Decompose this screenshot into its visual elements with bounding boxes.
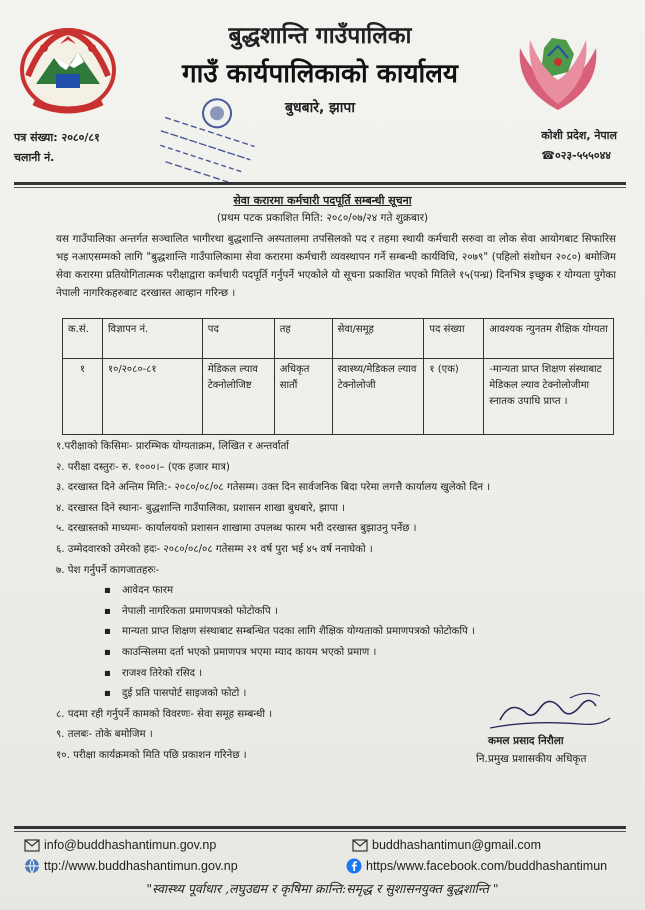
facebook-icon <box>346 858 362 874</box>
header-divider-thin <box>14 187 626 188</box>
footer-divider-thin <box>14 831 626 832</box>
vacancy-table <box>62 318 614 435</box>
table-header-row <box>63 319 614 359</box>
header-divider <box>14 182 626 185</box>
table-row <box>63 359 614 435</box>
email-text[interactable]: info@buddhashantimun.gov.np <box>44 838 217 852</box>
table-header: तह <box>274 319 332 359</box>
municipality-name: बुद्धशान्ति गाउँपालिका <box>228 23 412 49</box>
mail-icon <box>352 839 368 852</box>
nepal-emblem-logo <box>14 18 122 118</box>
table-header: आवश्यक न्युनतम शैक्षिक योग्यता <box>484 319 614 359</box>
footer-motto: "स्वास्थ्य पूर्वाधार ,लघुउद्यम र कृषिमा क्रान्ति:समृद्ध र सुशासनयुक्त बुद्धशान्ति " <box>146 881 499 896</box>
footer-website[interactable] <box>24 858 238 874</box>
document-item: ▪ दुई प्रति पासपोर्ट साइजको फोटो । <box>56 684 616 705</box>
list-item: ७. पेश गर्नुपर्ने कागजातहरुः- <box>56 564 160 576</box>
ref-number: पत्र संख्या: २०८०/८१ <box>14 131 100 144</box>
footer-email-1[interactable] <box>24 838 216 852</box>
table-cell: मेडिकल ल्याव टेक्नोलोजिष्ट <box>202 359 274 435</box>
email-text[interactable]: buddhashantimun@gmail.com <box>372 838 542 852</box>
facebook-text[interactable]: https/www.facebook.com/buddhashantimun <box>366 859 608 873</box>
table-header: सेवा/समूह <box>332 319 424 359</box>
document-item: ▪ आवेदन फारम <box>56 581 616 602</box>
document-item: ▪ काउन्सिलमा दर्ता भएको प्रमाणपत्र भएमा म्याद कायम भएको प्रमाण । <box>56 643 616 664</box>
signatory-name: कमल प्रसाद निरौला <box>488 735 564 747</box>
list-item: ४. दरखास्त दिने स्थानः- बुद्धशान्ति गाउँपालिका, प्रशासन शाखा बुधबारे, झापा । <box>56 502 345 514</box>
list-item: ९. तलबः- तोके बमोजिम । <box>56 729 153 741</box>
notice-subtitle: (प्रथम पटक प्रकाशित मिति: २०८०/०७/२४ गते शुक्रबार) <box>216 212 429 224</box>
table-header: पद <box>202 319 274 359</box>
contact-block <box>541 126 617 166</box>
footer-divider <box>14 826 626 829</box>
table-cell: १०/२०८०-८१ <box>102 359 202 435</box>
website-text[interactable]: ttp://www.buddhashantimun.gov.np <box>44 859 238 873</box>
document-item: ▪ राजश्व तिरेको रसिद । <box>56 664 616 685</box>
phone-number: ☎०२३-५५५०४४ <box>541 149 612 162</box>
office-stamp <box>155 92 263 184</box>
office-name: गाउँ कार्यपालिकाको कार्यालय <box>182 59 458 89</box>
list-item: ८. पदमा रही गर्नुपर्ने कामको विवरणः- सेवा समूह सम्बन्धी । <box>56 708 273 720</box>
signatory-designation: नि.प्रमुख प्रशासकीय अधिकृत <box>476 753 587 765</box>
document-item: ▪ नेपाली नागरिकता प्रमाणपत्रको फोटोकपि । <box>56 602 616 623</box>
mail-icon <box>24 839 40 852</box>
table-cell: १ (एक) <box>424 359 484 435</box>
handwritten-signature <box>470 690 620 735</box>
list-item: ५. दरखास्तको माध्यमः- कार्यालयको प्रशासन शाखामा उपलब्ध फारम भरी दरखास्त बुझाउनु पर्नेछ । <box>56 523 417 535</box>
province: कोशी प्रदेश, नेपाल <box>541 129 617 142</box>
list-item: ६. उम्मेदवारको उमेरको हदः- २०८०/०८/०८ गतेसम्म २१ वर्ष पुरा भई ४५ वर्ष ननाघेको । <box>56 543 373 555</box>
footer-email-2[interactable] <box>352 838 541 852</box>
office-location: बुधबारे, झापा <box>285 100 355 116</box>
table-header: पद संख्या <box>424 319 484 359</box>
dispatch-number: चलानी नं. <box>14 151 55 164</box>
document-item: ▪ मान्यता प्राप्त शिक्षण संस्थाबाट सम्बन्धित पदका लागि शैक्षिक योग्यताको प्रमाणपत्रको फोटोकपि । <box>56 622 616 643</box>
table-cell: -मान्यता प्राप्त शिक्षण संस्थाबाट मेडिकल ल्याव टेक्नोलोजीमा स्नातक उपाधि प्राप्त । <box>484 359 614 435</box>
notice-intro: यस गाउँपालिका अन्तर्गत सञ्चालित भागीरथा बुद्धशान्ति अस्पतालमा तपसिलको पद र तहमा स्थायी कर्मचारी सरुवा वा लोक सेवा आयोगबाट सिफारिस भइ नआएसम्मको लागि "बुद्धशान्ति गाउँपालिकामा सेवा करारमा कर्मचारी व्यवस्थापन गर्ने सम्बन्धी कार्यविधि, २०७९" (पहिलो संशोधन २०८०) बमोजिम सेवा करारमा प्रतियोगितात्मक परीक्षाद्वारा कर्मचारी पदपूर्ति गर्नुपर्ने भएकोले यो सूचना प्रकाशित भएको मितिले १५(पन्ध्र) दिनभित्र इच्छुक र योग्यता पुगेका नेपाली नागरिकहरुबाट दरखास्त आव्हान गरिन्छ । <box>56 233 616 299</box>
footer-facebook[interactable] <box>346 858 607 874</box>
notice-title: सेवा करारमा कर्मचारी पदपूर्ति सम्बन्धी सूचना <box>233 194 412 207</box>
table-header: क.सं. <box>63 319 103 359</box>
list-item: १.परीक्षाको किसिमः- प्रारम्भिक योग्यताक्रम, लिखित र अन्तर्वार्ता <box>56 441 289 452</box>
municipality-logo <box>508 18 608 118</box>
table-cell: स्वास्थ्य/मेडिकल ल्याव टेक्नोलोजी <box>332 359 424 435</box>
table-cell: १ <box>63 359 103 435</box>
table-header: विज्ञापन नं. <box>102 319 202 359</box>
list-item: १०. परीक्षा कार्यक्रमको मिति पछि प्रकाशन गरिनेछ । <box>56 749 247 761</box>
list-item: ३. दरखास्त दिने अन्तिम मिति:- २०८०/०८/०८ गतेसम्म। उक्त दिन सार्वजनिक बिदा परेमा लगत्तै कार्यालय खुलेको दिन । <box>56 482 491 494</box>
globe-icon <box>24 858 40 874</box>
reference-block <box>14 128 100 168</box>
table-cell: अधिकृत सातौं <box>274 359 332 435</box>
list-item: २. परीक्षा दस्तुरः- रु. १०००।– (एक हजार मात्र) <box>56 461 230 473</box>
